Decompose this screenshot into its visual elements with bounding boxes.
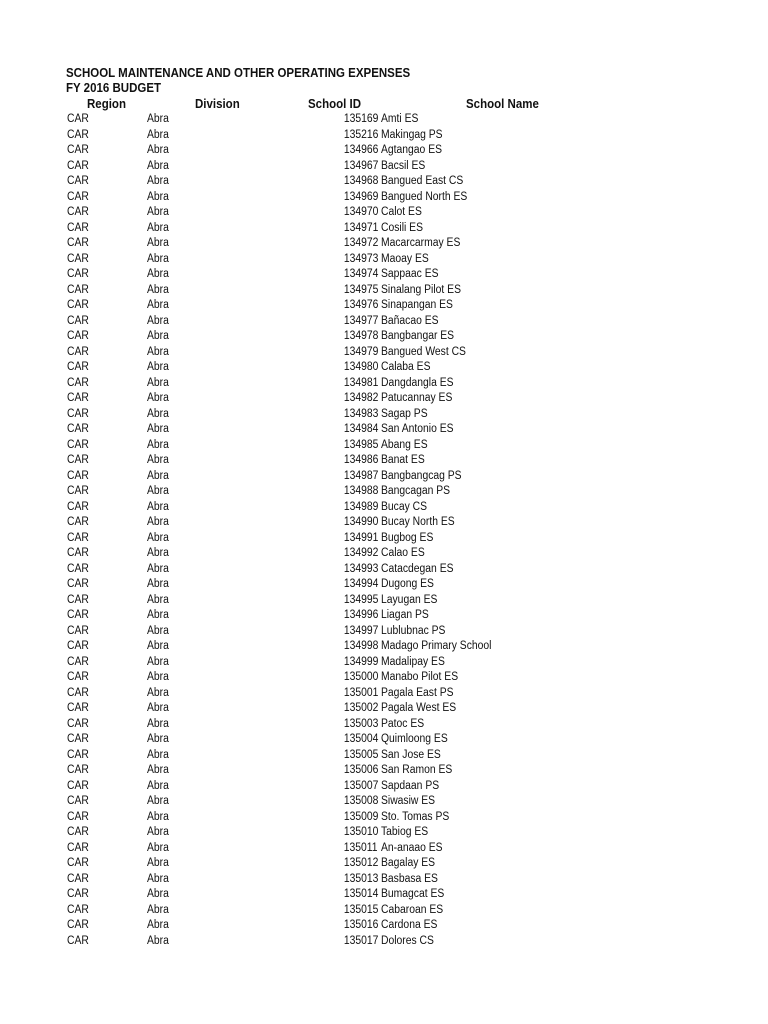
cell-school-name: Siwasiw ES	[381, 795, 436, 807]
cell-division: Abra	[147, 392, 169, 404]
cell-school-name: Basbasa ES	[381, 872, 438, 885]
table-row	[0, 329, 768, 345]
cell-school-id: 134968	[343, 175, 378, 187]
cell-school-name: Bacsil ES	[381, 159, 426, 172]
cell-division: Abra	[147, 252, 169, 265]
cell-school-name: Sinalang Pilot ES	[381, 283, 461, 296]
table-row	[0, 283, 768, 299]
cell-division: Abra	[147, 733, 169, 745]
cell-school-id: 134969	[343, 190, 378, 203]
cell-school-id: 134981	[343, 376, 378, 389]
cell-school-name: Catacdegan ES	[381, 562, 454, 575]
cell-school-name: Lublubnac PS	[381, 624, 446, 637]
cell-school-id: 134995	[343, 593, 378, 606]
cell-division: Abra	[147, 190, 169, 203]
cell-region: CAR	[67, 609, 89, 621]
cell-division: Abra	[147, 717, 169, 730]
cell-division: Abra	[147, 624, 169, 637]
cell-school-id: 134989	[343, 500, 378, 513]
cell-region: CAR	[67, 330, 89, 342]
cell-school-name: Bangued East CS	[381, 175, 464, 187]
cell-school-name: San Ramon ES	[381, 764, 453, 776]
cell-region: CAR	[67, 252, 89, 265]
cell-region: CAR	[67, 144, 89, 156]
table-row	[0, 577, 768, 593]
cell-region: CAR	[67, 438, 89, 451]
table-row	[0, 453, 768, 469]
cell-division: Abra	[147, 361, 169, 373]
cell-school-id: 134979	[343, 345, 378, 358]
cell-division: Abra	[147, 578, 169, 590]
cell-division: Abra	[147, 841, 169, 854]
cell-school-id: 134983	[343, 407, 378, 420]
cell-school-id: 134982	[343, 392, 378, 404]
cell-school-id: 135006	[343, 764, 378, 776]
cell-region: CAR	[67, 903, 89, 916]
cell-region: CAR	[67, 516, 89, 528]
cell-school-name: Manabo Pilot ES	[381, 671, 459, 683]
column-header-division: Division	[195, 97, 240, 111]
cell-region: CAR	[67, 826, 89, 838]
cell-division: Abra	[147, 500, 169, 513]
table-row	[0, 918, 768, 934]
cell-school-name: Bumagcat ES	[381, 888, 445, 900]
cell-school-id: 135014	[343, 888, 378, 900]
table-row	[0, 825, 768, 841]
cell-division: Abra	[147, 857, 169, 869]
cell-school-name: Bugbog ES	[381, 531, 434, 544]
cell-region: CAR	[67, 857, 89, 869]
cell-region: CAR	[67, 779, 89, 792]
table-row	[0, 128, 768, 144]
cell-school-name: Sagap PS	[381, 407, 428, 420]
table-row	[0, 779, 768, 795]
cell-region: CAR	[67, 237, 89, 249]
cell-region: CAR	[67, 299, 89, 311]
cell-school-name: Bangued West CS	[381, 345, 466, 358]
table-row	[0, 856, 768, 872]
cell-division: Abra	[147, 671, 169, 683]
table-row	[0, 314, 768, 330]
cell-region: CAR	[67, 190, 89, 203]
cell-region: CAR	[67, 283, 89, 296]
cell-school-name: San Antonio ES	[381, 423, 454, 435]
cell-school-id: 134966	[343, 144, 378, 156]
cell-division: Abra	[147, 516, 169, 528]
table-row	[0, 717, 768, 733]
cell-region: CAR	[67, 128, 89, 141]
table-row	[0, 422, 768, 438]
cell-school-id: 134976	[343, 299, 378, 311]
cell-division: Abra	[147, 562, 169, 575]
cell-school-id: 135004	[343, 733, 378, 745]
cell-school-name: Sappaac ES	[381, 268, 439, 280]
cell-division: Abra	[147, 826, 169, 838]
cell-division: Abra	[147, 128, 169, 141]
cell-region: CAR	[67, 888, 89, 900]
table-row	[0, 112, 768, 128]
cell-school-name: Macarcarmay ES	[381, 237, 461, 249]
table-row	[0, 794, 768, 810]
cell-school-id: 135008	[343, 795, 378, 807]
cell-region: CAR	[67, 547, 89, 559]
cell-school-name: Amti ES	[381, 113, 419, 125]
cell-division: Abra	[147, 609, 169, 621]
table-row	[0, 562, 768, 578]
cell-school-name: Liagan PS	[381, 609, 429, 621]
cell-division: Abra	[147, 469, 169, 482]
cell-region: CAR	[67, 919, 89, 931]
cell-division: Abra	[147, 159, 169, 172]
cell-school-name: Bañacao ES	[381, 314, 439, 327]
cell-region: CAR	[67, 593, 89, 606]
cell-school-id: 134978	[343, 330, 378, 342]
cell-region: CAR	[67, 717, 89, 730]
document-title: SCHOOL MAINTENANCE AND OTHER OPERATING EXPENSES	[66, 66, 411, 80]
cell-school-name: Cosili ES	[381, 221, 423, 234]
table-row	[0, 841, 768, 857]
cell-region: CAR	[67, 702, 89, 714]
cell-region: CAR	[67, 159, 89, 172]
cell-division: Abra	[147, 113, 169, 125]
cell-school-id: 135017	[343, 934, 378, 947]
cell-school-name: Dolores CS	[381, 934, 434, 947]
cell-school-id: 134988	[343, 485, 378, 497]
cell-division: Abra	[147, 299, 169, 311]
cell-division: Abra	[147, 872, 169, 885]
cell-region: CAR	[67, 733, 89, 745]
table-row	[0, 608, 768, 624]
cell-division: Abra	[147, 810, 169, 823]
cell-division: Abra	[147, 686, 169, 699]
cell-region: CAR	[67, 764, 89, 776]
table-row	[0, 407, 768, 423]
cell-school-id: 135012	[343, 857, 378, 869]
cell-school-name: San Jose ES	[381, 748, 441, 761]
table-row	[0, 872, 768, 888]
cell-division: Abra	[147, 438, 169, 451]
table-row	[0, 376, 768, 392]
cell-school-id: 135000	[343, 671, 378, 683]
cell-school-id: 134977	[343, 314, 378, 327]
cell-region: CAR	[67, 531, 89, 544]
cell-region: CAR	[67, 113, 89, 125]
cell-region: CAR	[67, 671, 89, 683]
table-row	[0, 174, 768, 190]
cell-school-id: 135015	[343, 903, 378, 916]
table-row	[0, 236, 768, 252]
cell-school-name: Cardona ES	[381, 919, 438, 931]
cell-school-id: 135016	[343, 919, 378, 931]
cell-school-id: 135007	[343, 779, 378, 792]
cell-division: Abra	[147, 175, 169, 187]
cell-region: CAR	[67, 175, 89, 187]
cell-division: Abra	[147, 547, 169, 559]
cell-region: CAR	[67, 221, 89, 234]
table-row	[0, 267, 768, 283]
cell-school-name: Quimloong ES	[381, 733, 448, 745]
cell-division: Abra	[147, 888, 169, 900]
cell-school-name: Cabaroan ES	[381, 903, 444, 916]
cell-school-name: Banat ES	[381, 454, 425, 466]
table-row	[0, 686, 768, 702]
cell-region: CAR	[67, 562, 89, 575]
cell-division: Abra	[147, 330, 169, 342]
cell-school-id: 135001	[343, 686, 378, 699]
cell-region: CAR	[67, 748, 89, 761]
table-row	[0, 810, 768, 826]
cell-school-id: 134985	[343, 438, 378, 451]
cell-school-id: 134967	[343, 159, 378, 172]
cell-region: CAR	[67, 407, 89, 420]
cell-region: CAR	[67, 376, 89, 389]
cell-school-name: Dangdangla ES	[381, 376, 454, 389]
cell-region: CAR	[67, 314, 89, 327]
column-header-region: Region	[87, 97, 126, 111]
cell-region: CAR	[67, 655, 89, 668]
cell-school-id: 134990	[343, 516, 378, 528]
cell-division: Abra	[147, 345, 169, 358]
table-row	[0, 934, 768, 950]
cell-school-id: 134984	[343, 423, 378, 435]
cell-region: CAR	[67, 345, 89, 358]
cell-school-id: 134998	[343, 640, 378, 652]
cell-school-id: 134991	[343, 531, 378, 544]
document-subtitle: FY 2016 BUDGET	[66, 81, 162, 95]
cell-region: CAR	[67, 640, 89, 652]
cell-division: Abra	[147, 702, 169, 714]
cell-division: Abra	[147, 454, 169, 466]
column-header-school-name: School Name	[466, 97, 539, 111]
cell-school-id: 135013	[343, 872, 378, 885]
cell-region: CAR	[67, 206, 89, 218]
cell-school-name: Sapdaan PS	[381, 779, 440, 792]
table-row	[0, 469, 768, 485]
cell-school-id: 134970	[343, 206, 378, 218]
table-row	[0, 298, 768, 314]
cell-region: CAR	[67, 841, 89, 854]
table-row	[0, 143, 768, 159]
cell-school-id: 134994	[343, 578, 378, 590]
cell-school-id: 135011	[344, 841, 378, 854]
cell-school-id: 134975	[343, 283, 378, 296]
cell-division: Abra	[147, 268, 169, 280]
cell-school-name: Layugan ES	[381, 593, 438, 606]
cell-division: Abra	[147, 919, 169, 931]
cell-school-name: Patoc ES	[381, 717, 425, 730]
cell-school-name: Agtangao ES	[381, 144, 443, 156]
cell-school-id: 135010	[343, 826, 378, 838]
cell-region: CAR	[67, 810, 89, 823]
table-row	[0, 670, 768, 686]
cell-region: CAR	[67, 423, 89, 435]
cell-school-id: 135216	[343, 128, 378, 141]
cell-division: Abra	[147, 314, 169, 327]
cell-division: Abra	[147, 795, 169, 807]
table-row	[0, 360, 768, 376]
cell-school-name: Abang ES	[381, 438, 428, 451]
table-row	[0, 515, 768, 531]
cell-division: Abra	[147, 593, 169, 606]
cell-school-name: Bangbangar ES	[381, 330, 455, 342]
cell-school-id: 134993	[343, 562, 378, 575]
cell-school-id: 134973	[343, 252, 378, 265]
cell-school-name: Tabiog ES	[381, 826, 429, 838]
cell-school-id: 135002	[343, 702, 378, 714]
table-row	[0, 593, 768, 609]
table-row	[0, 639, 768, 655]
cell-division: Abra	[147, 531, 169, 544]
cell-school-name: Dugong ES	[381, 578, 434, 590]
cell-division: Abra	[147, 144, 169, 156]
cell-region: CAR	[67, 686, 89, 699]
cell-school-name: Pagala West ES	[381, 702, 457, 714]
cell-school-name: Patucannay ES	[381, 392, 453, 404]
table-row	[0, 531, 768, 547]
cell-school-name: Bucay North ES	[381, 516, 455, 528]
cell-division: Abra	[147, 221, 169, 234]
cell-school-name: An-anaao ES	[381, 841, 443, 854]
table-row	[0, 345, 768, 361]
cell-school-id: 134987	[343, 469, 378, 482]
table-row	[0, 624, 768, 640]
cell-school-name: Maoay ES	[381, 252, 429, 265]
cell-school-name: Pagala East PS	[381, 686, 454, 699]
cell-school-id: 134999	[343, 655, 378, 668]
cell-region: CAR	[67, 454, 89, 466]
cell-region: CAR	[67, 578, 89, 590]
cell-region: CAR	[67, 872, 89, 885]
cell-school-id: 134971	[343, 221, 378, 234]
cell-school-name: Bagalay ES	[381, 857, 436, 869]
table-row	[0, 205, 768, 221]
table-row	[0, 159, 768, 175]
cell-region: CAR	[67, 624, 89, 637]
cell-school-id: 134997	[343, 624, 378, 637]
cell-division: Abra	[147, 748, 169, 761]
cell-division: Abra	[147, 764, 169, 776]
cell-region: CAR	[67, 392, 89, 404]
cell-region: CAR	[67, 485, 89, 497]
cell-division: Abra	[147, 423, 169, 435]
table-row	[0, 903, 768, 919]
table-row	[0, 484, 768, 500]
cell-region: CAR	[67, 795, 89, 807]
cell-school-id: 134996	[343, 609, 378, 621]
cell-school-id: 134980	[343, 361, 378, 373]
cell-division: Abra	[147, 376, 169, 389]
cell-region: CAR	[67, 268, 89, 280]
cell-school-name: Calot ES	[381, 206, 422, 218]
cell-school-name: Bucay CS	[381, 500, 428, 513]
cell-school-name: Madalipay ES	[381, 655, 445, 668]
cell-region: CAR	[67, 469, 89, 482]
cell-school-id: 134986	[343, 454, 378, 466]
table-row	[0, 252, 768, 268]
cell-region: CAR	[67, 500, 89, 513]
cell-school-name: Sto. Tomas PS	[381, 810, 450, 823]
cell-school-name: Calao ES	[381, 547, 425, 559]
cell-school-id: 135005	[343, 748, 378, 761]
table-row	[0, 500, 768, 516]
table-row	[0, 190, 768, 206]
cell-division: Abra	[147, 903, 169, 916]
cell-school-id: 134992	[343, 547, 378, 559]
cell-school-id: 135009	[343, 810, 378, 823]
table-row	[0, 546, 768, 562]
cell-school-name: Madago Primary School	[381, 640, 492, 652]
cell-school-name: Bangbangcag PS	[381, 469, 462, 482]
cell-school-name: Bangued North ES	[381, 190, 468, 203]
table-row	[0, 391, 768, 407]
cell-division: Abra	[147, 655, 169, 668]
cell-school-id: 135003	[343, 717, 378, 730]
table-row	[0, 221, 768, 237]
table-row	[0, 438, 768, 454]
table-row	[0, 763, 768, 779]
cell-division: Abra	[147, 640, 169, 652]
column-header-school-id: School ID	[308, 97, 362, 111]
table-row	[0, 655, 768, 671]
table-row	[0, 732, 768, 748]
table-body	[0, 112, 768, 949]
cell-division: Abra	[147, 779, 169, 792]
cell-division: Abra	[147, 206, 169, 218]
cell-school-name: Calaba ES	[381, 361, 431, 373]
cell-school-id: 134974	[343, 268, 378, 280]
cell-division: Abra	[147, 485, 169, 497]
cell-region: CAR	[67, 934, 89, 947]
table-row	[0, 887, 768, 903]
cell-school-id: 134972	[343, 237, 378, 249]
table-row	[0, 701, 768, 717]
cell-division: Abra	[147, 283, 169, 296]
cell-school-name: Sinapangan ES	[381, 299, 453, 311]
cell-school-name: Bangcagan PS	[381, 485, 451, 497]
cell-division: Abra	[147, 934, 169, 947]
cell-school-id: 135169	[343, 113, 378, 125]
table-row	[0, 748, 768, 764]
cell-region: CAR	[67, 361, 89, 373]
cell-school-name: Makingag PS	[381, 128, 443, 141]
cell-division: Abra	[147, 237, 169, 249]
cell-division: Abra	[147, 407, 169, 420]
